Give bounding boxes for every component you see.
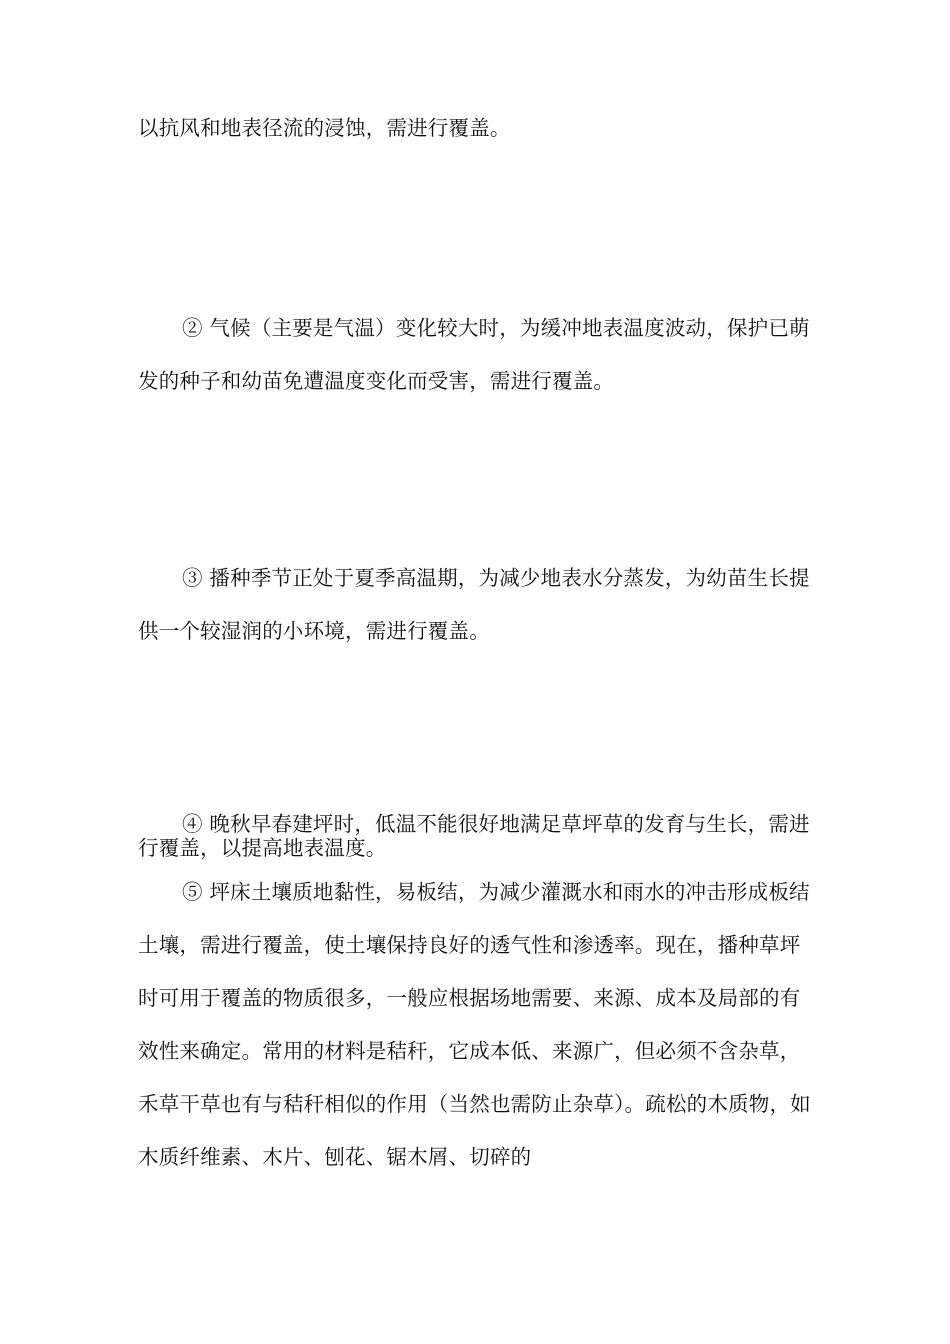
paragraph-continuation: 以抗风和地表径流的浸蚀，需进行覆盖。 (138, 116, 511, 140)
paragraph-item-2: ② 气候（主要是气温）变化较大时，为缓冲地表温度波动，保护已萌发的种子和幼苗免遭温度变化而受害，需进行覆盖。 (138, 316, 810, 393)
paragraph-item-4: ④ 晚秋早春建坪时，低温不能很好地满足草坪草的发育与生长，需进行覆盖，以提高地表温度。 (138, 812, 810, 860)
paragraph-item-5: ⑤ 坪床土壤质地黏性，易板结，为减少灌溉水和雨水的冲击形成板结土壤，需进行覆盖，使土壤保持良好的透气性和渗透率。现在，播种草坪时可用于覆盖的物质很多，一般应根据场地需要、来源、成本及局部的有效性来确定。常用的材料是秸秆，它成本低、来源广，但必须不含杂草，禾草干草也有与秸秆相似的作用（当然也需防止杂草）。疏松的木质物，如木质纤维素、木片、刨花、锯木屑、切碎的 (138, 880, 811, 1169)
paragraph-item-3: ③ 播种季节正处于夏季高温期，为减少地表水分蒸发，为幼苗生长提供一个较湿润的小环境，需进行覆盖。 (138, 566, 810, 643)
